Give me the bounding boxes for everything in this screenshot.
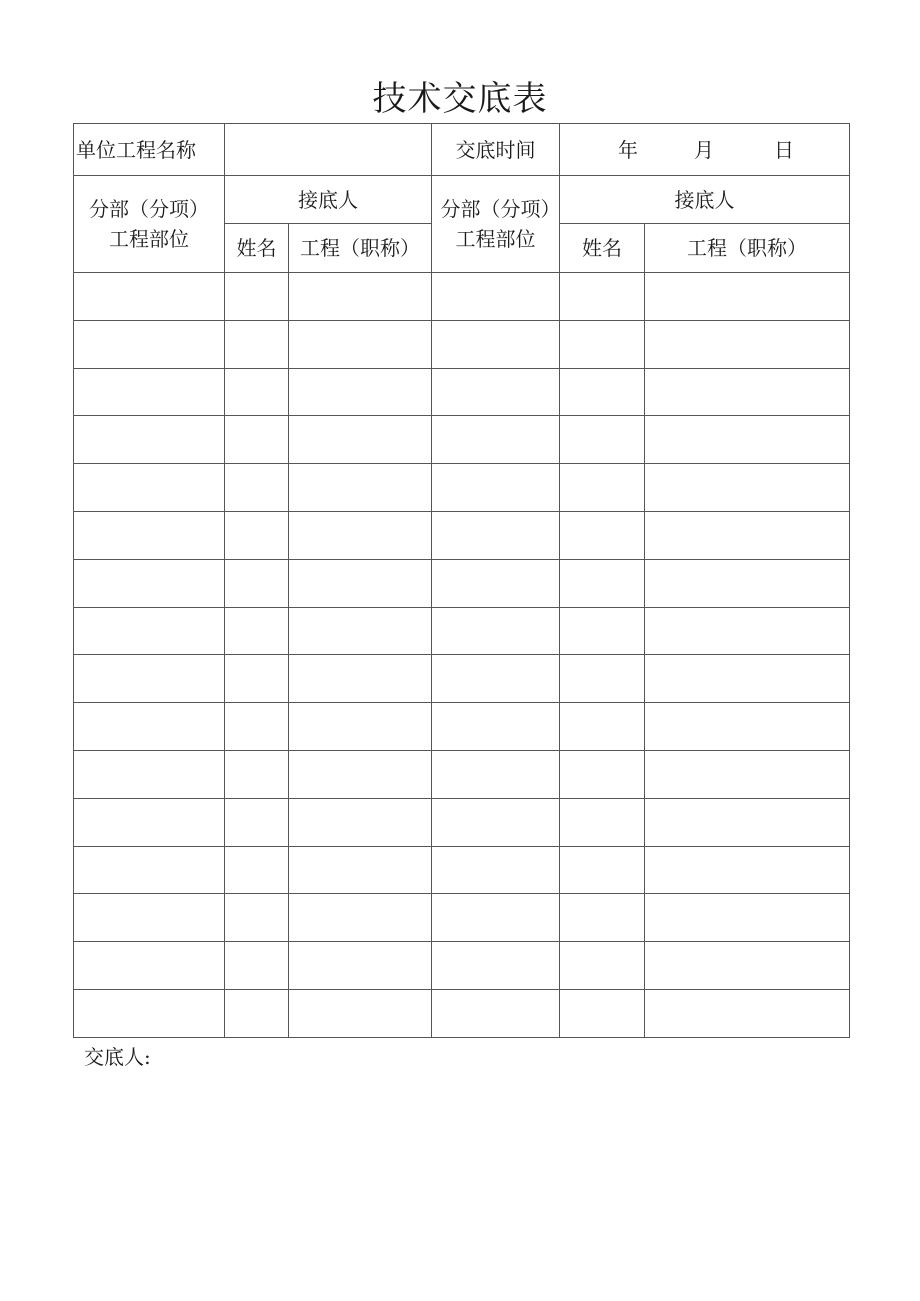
- table-row: [74, 368, 850, 416]
- date-year-label: 年: [618, 137, 638, 162]
- table-cell[interactable]: [74, 320, 225, 368]
- table-cell[interactable]: [432, 703, 560, 751]
- left-part-header: 分部（分项）工程部位: [74, 176, 225, 273]
- project-name-label: 单位工程名称: [74, 124, 225, 176]
- table-cell[interactable]: [289, 798, 432, 846]
- table-cell[interactable]: [225, 798, 289, 846]
- table-cell[interactable]: [645, 320, 850, 368]
- right-part-header: 分部（分项）工程部位: [432, 176, 560, 273]
- table-cell[interactable]: [560, 607, 645, 655]
- table-row: [74, 846, 850, 894]
- table-cell[interactable]: [560, 989, 645, 1037]
- right-name-header: 姓名: [560, 224, 645, 273]
- table-cell[interactable]: [225, 655, 289, 703]
- table-cell[interactable]: [645, 368, 850, 416]
- table-cell[interactable]: [432, 559, 560, 607]
- date-month-label: 月: [694, 137, 714, 162]
- table-cell[interactable]: [645, 464, 850, 512]
- table-cell[interactable]: [74, 607, 225, 655]
- table-cell[interactable]: [225, 894, 289, 942]
- table-cell[interactable]: [289, 559, 432, 607]
- table-cell[interactable]: [432, 320, 560, 368]
- table-cell[interactable]: [645, 942, 850, 990]
- table-cell[interactable]: [560, 942, 645, 990]
- table-cell[interactable]: [645, 703, 850, 751]
- table-cell[interactable]: [289, 750, 432, 798]
- table-cell[interactable]: [74, 798, 225, 846]
- table-cell[interactable]: [225, 846, 289, 894]
- table-cell[interactable]: [645, 655, 850, 703]
- table-cell[interactable]: [225, 703, 289, 751]
- table-cell[interactable]: [645, 416, 850, 464]
- table-cell[interactable]: [74, 989, 225, 1037]
- date-field[interactable]: [560, 124, 850, 176]
- table-cell[interactable]: [645, 750, 850, 798]
- table-cell[interactable]: [289, 368, 432, 416]
- table-cell[interactable]: [289, 989, 432, 1037]
- table-cell[interactable]: [645, 798, 850, 846]
- table-cell[interactable]: [289, 464, 432, 512]
- table-cell[interactable]: [74, 942, 225, 990]
- table-cell[interactable]: [225, 320, 289, 368]
- table-cell[interactable]: [289, 846, 432, 894]
- table-cell[interactable]: [560, 464, 645, 512]
- table-row: [74, 989, 850, 1037]
- table-row: [74, 416, 850, 464]
- table-cell[interactable]: [645, 846, 850, 894]
- table-cell[interactable]: [560, 703, 645, 751]
- table-cell[interactable]: [74, 703, 225, 751]
- table-row: [74, 655, 850, 703]
- left-name-header: 姓名: [225, 224, 289, 273]
- table-cell[interactable]: [560, 320, 645, 368]
- table-cell[interactable]: [289, 607, 432, 655]
- table-cell[interactable]: [74, 368, 225, 416]
- table-row: [74, 798, 850, 846]
- table-row: [74, 703, 850, 751]
- table-cell[interactable]: [560, 368, 645, 416]
- left-title-header: 工程（职称）: [289, 224, 432, 273]
- table-cell[interactable]: [432, 942, 560, 990]
- table-row: [74, 511, 850, 559]
- handover-person-label: 交底人:: [84, 1045, 151, 1069]
- table-cell[interactable]: [432, 655, 560, 703]
- left-receiver-header: 接底人: [225, 176, 432, 224]
- table-cell[interactable]: [289, 416, 432, 464]
- table-cell[interactable]: [645, 607, 850, 655]
- table-cell[interactable]: [289, 655, 432, 703]
- table-cell[interactable]: [74, 846, 225, 894]
- table-row: [74, 894, 850, 942]
- table-cell[interactable]: [560, 798, 645, 846]
- table-cell[interactable]: [225, 942, 289, 990]
- table-cell[interactable]: [225, 368, 289, 416]
- page-title: 技术交底表: [372, 79, 548, 119]
- table-cell[interactable]: [645, 559, 850, 607]
- table-cell[interactable]: [432, 273, 560, 321]
- table-cell[interactable]: [289, 894, 432, 942]
- table-cell[interactable]: [74, 750, 225, 798]
- table-cell[interactable]: [645, 273, 850, 321]
- date-day-label: 日: [774, 137, 794, 162]
- table-cell[interactable]: [74, 655, 225, 703]
- table-cell[interactable]: [225, 273, 289, 321]
- table-cell[interactable]: [432, 416, 560, 464]
- table-cell[interactable]: [560, 655, 645, 703]
- table-row: [74, 320, 850, 368]
- table-cell[interactable]: [74, 511, 225, 559]
- table-cell[interactable]: [432, 750, 560, 798]
- table-cell[interactable]: [74, 464, 225, 512]
- table-cell[interactable]: [560, 750, 645, 798]
- table-cell[interactable]: [560, 894, 645, 942]
- table-cell[interactable]: [560, 416, 645, 464]
- table-cell[interactable]: [432, 511, 560, 559]
- header-row-project: [74, 124, 850, 176]
- table-row: [74, 559, 850, 607]
- table-cell[interactable]: [225, 750, 289, 798]
- table-cell[interactable]: [560, 273, 645, 321]
- table-cell[interactable]: [74, 273, 225, 321]
- right-receiver-header: 接底人: [560, 176, 850, 224]
- table-cell[interactable]: [560, 511, 645, 559]
- table-cell[interactable]: [432, 846, 560, 894]
- table-row: [74, 942, 850, 990]
- table-cell[interactable]: [432, 989, 560, 1037]
- table-row: [74, 750, 850, 798]
- table-cell[interactable]: [645, 989, 850, 1037]
- table-cell[interactable]: [225, 607, 289, 655]
- table-cell[interactable]: [225, 989, 289, 1037]
- table-row: [74, 273, 850, 321]
- table-row: [74, 464, 850, 512]
- header-row-receiver: [74, 176, 850, 224]
- handover-table: [73, 123, 850, 1038]
- table-cell[interactable]: [289, 511, 432, 559]
- table-cell[interactable]: [432, 464, 560, 512]
- table-row: [74, 607, 850, 655]
- table-cell[interactable]: [560, 846, 645, 894]
- date-label: 交底时间: [432, 124, 560, 176]
- table-cell[interactable]: [74, 894, 225, 942]
- table-cell[interactable]: [289, 703, 432, 751]
- table-cell[interactable]: [225, 559, 289, 607]
- project-name-field[interactable]: [225, 124, 432, 176]
- table-cell[interactable]: [225, 464, 289, 512]
- table-cell[interactable]: [560, 559, 645, 607]
- table-cell[interactable]: [645, 894, 850, 942]
- table-cell[interactable]: [432, 894, 560, 942]
- table-cell[interactable]: [432, 798, 560, 846]
- table-cell[interactable]: [289, 320, 432, 368]
- table-cell[interactable]: [225, 511, 289, 559]
- table-cell[interactable]: [432, 368, 560, 416]
- right-title-header: 工程（职称）: [645, 224, 850, 273]
- table-cell[interactable]: [225, 416, 289, 464]
- table-cell[interactable]: [74, 416, 225, 464]
- table-cell[interactable]: [432, 607, 560, 655]
- table-cell[interactable]: [74, 559, 225, 607]
- table-cell[interactable]: [289, 942, 432, 990]
- table-cell[interactable]: [645, 511, 850, 559]
- table-cell[interactable]: [289, 273, 432, 321]
